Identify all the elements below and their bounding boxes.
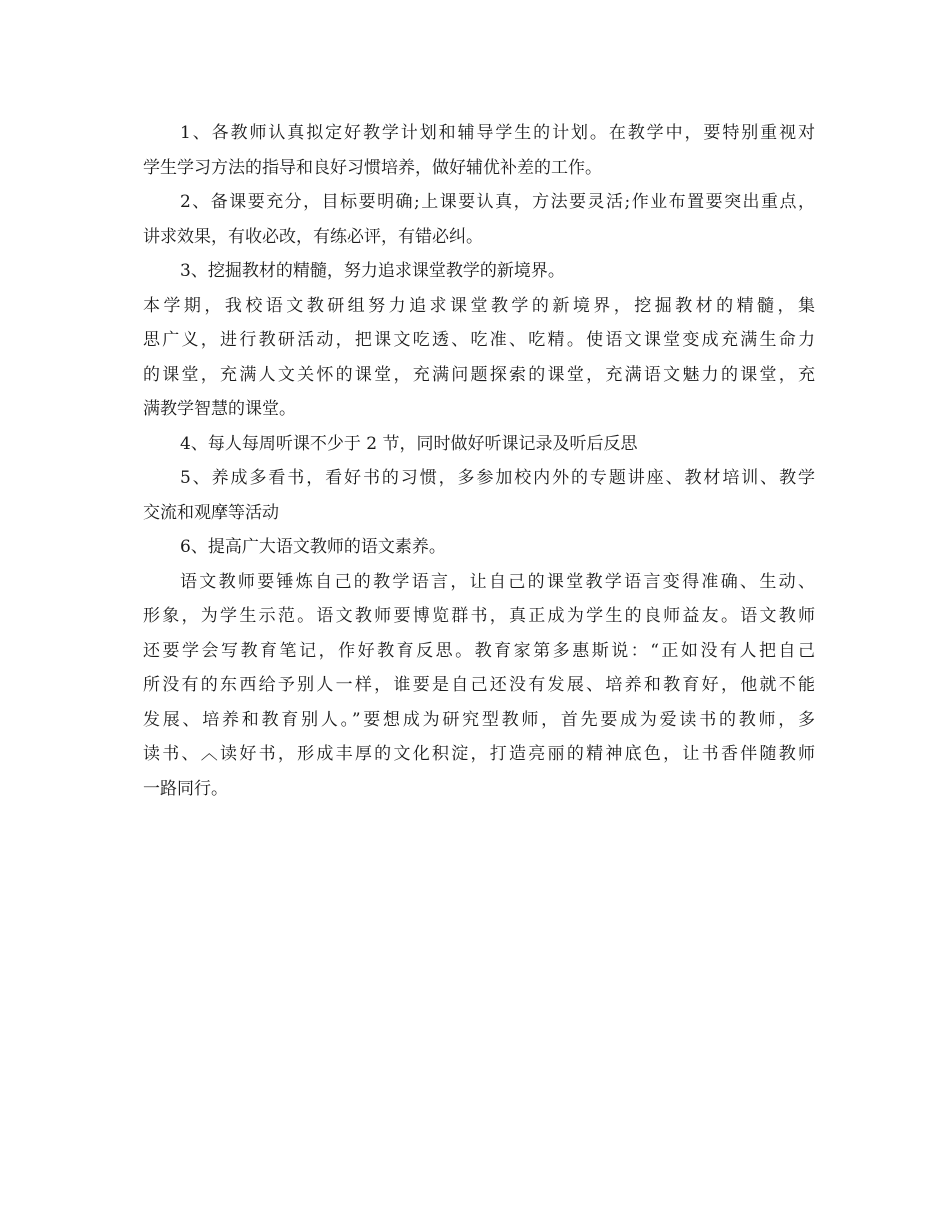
text-line: 形象，为学生示范。语文教师要博览群书，真正成为学生的良师益友。语文教师: [143, 606, 815, 626]
text-line: 语文教师要锤炼自己的教学语言，让自己的课堂教学语言变得准确、生动、: [180, 571, 815, 592]
text-line: 交流和观摩等活动: [143, 502, 279, 523]
text-line: 读书、︿读好书，形成丰厚的文化积淀，打造亮丽的精神底色，让书香伴随教师: [143, 744, 815, 764]
text-line: 5、养成多看书，看好书的习惯，多参加校内外的专题讲座、教材培训、教学: [180, 468, 815, 488]
text-line: 6、提高广大语文教师的语文素养。: [180, 537, 446, 557]
text-line: 本学期，我校语文教研组努力追求课堂教学的新境界，挖掘教材的精髓，集: [143, 295, 815, 316]
text-line: 一路同行。: [143, 778, 228, 799]
text-line: 3、挖掘教材的精髓，努力追求课堂教学的新境界。: [180, 261, 565, 281]
text-line: 所没有的东西给予别人一样，谁要是自己还没有发展、培养和教育好，他就不能: [143, 675, 815, 695]
text-line: 1、各教师认真拟定好教学计划和辅导学生的计划。在教学中，要特别重视对: [180, 123, 815, 143]
text-line: 4、每人每周听课不少于 2 节，同时做好听课记录及听后反思: [180, 433, 638, 454]
text-line: 2、备课要充分，目标要明确;上课要认真，方法要灵活;作业布置要突出重点，: [180, 192, 815, 212]
text-line: 还要学会写教育笔记，作好教育反思。教育家第多惠斯说：“正如没有人把自己: [143, 640, 815, 661]
text-line: 发展、培养和教育别人。”要想成为研究型教师，首先要成为爱读书的教师，多: [143, 709, 815, 730]
text-line: 学生学习方法的指导和良好习惯培养，做好辅优补差的工作。: [143, 157, 602, 178]
document-body: [143, 116, 815, 806]
text-line: 的课堂，充满人文关怀的课堂，充满问题探索的课堂，充满语文魅力的课堂，充: [143, 364, 815, 385]
text-line: 思广义，进行教研活动，把课文吃透、吃准、吃精。使语文课堂变成充满生命力: [143, 330, 815, 350]
text-line: 讲求效果，有收必改，有练必评，有错必纠。: [143, 226, 483, 247]
text-line: 满教学智慧的课堂。: [143, 399, 296, 419]
